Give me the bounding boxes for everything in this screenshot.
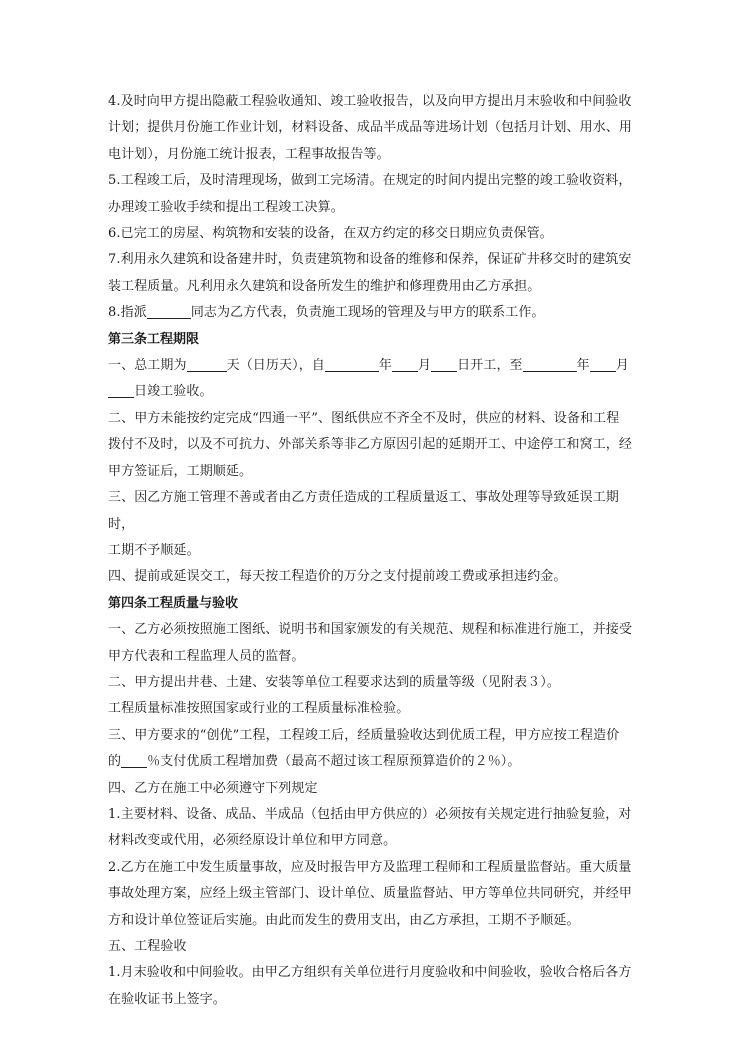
- clause-line: 三、因乙方施工管理不善或者由乙方责任造成的工程质量返工、事故处理等导致延误工期时，: [108, 490, 619, 532]
- fill-blank[interactable]: [590, 357, 616, 372]
- clause-line: 2.乙方在施工中发生质量事故，应及时报告甲方及监理工程师和工程质量监督站。重大质量: [108, 859, 632, 875]
- clause-line: 7.利用永久建筑和设备建井时，负责建筑物和设备的维修和保养，保证矿井移交时的建筑安: [108, 252, 632, 268]
- text-segment: 月: [418, 358, 432, 374]
- fill-blank[interactable]: [392, 357, 418, 372]
- fill-blank[interactable]: [187, 357, 227, 372]
- text-segment: 一、总工期为: [108, 358, 187, 374]
- text-segment: 年: [378, 358, 393, 374]
- clause-line: 四、提前或延误交工，每天按工程造价的万分之支付提前竣工费或承担违约金。: [108, 569, 567, 585]
- text-segment: 同志为乙方代表，负责施工现场的管理及与甲方的联系工作。: [190, 305, 545, 321]
- clause-line: 装工程质量。凡利用永久建筑和设备所发生的维护和修理费用由乙方承担。: [108, 278, 541, 294]
- text-segment: ％支付优质工程增加费（最高不超过该工程原预算造价的２％）。: [147, 754, 521, 770]
- document-page: [108, 89, 644, 1013]
- clause-line: 三、甲方要求的“创优”工程，工程竣工后，经质量验收达到优质工程，甲方应按工程造价: [108, 727, 620, 743]
- clause-line: 6.已完工的房屋、构筑物和安装的设备，在双方约定的移交日期应负责保管。: [108, 226, 553, 242]
- clause-line: 5.工程竣工后，及时清理现场，做到工完场清。在规定的时间内提出完整的竣工验收资料，: [108, 173, 632, 189]
- fill-blank[interactable]: [147, 304, 191, 319]
- clause-line: 4.及时向甲方提出隐蔽工程验收通知、竣工验收报告，以及向甲方提出月末验收和中间验收: [108, 94, 632, 109]
- clause-line: 甲方签证后，工期顺延。: [108, 463, 253, 479]
- clause-line: [108, 300, 644, 326]
- clause-line: 二、甲方提出井巷、土建、安装等单位工程要求达到的质量等级（见附表３）。: [108, 674, 561, 690]
- clause-line: 电计划），月份施工统计报表，工程事故报告等。: [108, 146, 390, 162]
- section-heading: 第四条工程质量与验收: [108, 595, 239, 611]
- clause-line: 四、乙方在施工中必须遵守下列规定: [108, 780, 318, 796]
- clause-line: 一、乙方必须按照施工图纸、说明书和国家颁发的有关规范、规程和标准进行施工，并接受: [108, 622, 633, 638]
- fill-blank[interactable]: [523, 357, 577, 372]
- clause-line: 材料改变或代用，必须经原设计单位和甲方同意。: [108, 833, 397, 849]
- clause-line: [108, 379, 644, 405]
- clause-line: 拨付不及时，以及不可抗力、外部关系等非乙方原因引起的延期开工、中途停工和窝工，经: [108, 437, 633, 453]
- clause-line: 1.月末验收和中间验收。由甲乙方组织有关单位进行月度验收和中间验收，验收合格后各方: [108, 965, 632, 981]
- clause-line: 事故处理方案，应经上级主管部门、设计单位、质量监督站、甲方等单位共同研究，并经甲: [108, 886, 633, 902]
- clause-line: 在验收证书上签字。: [108, 991, 226, 1007]
- text-segment: 年: [576, 358, 590, 374]
- section-heading: 第三条工程期限: [108, 331, 200, 347]
- fill-blank[interactable]: [121, 753, 147, 768]
- text-segment: 月: [615, 358, 629, 374]
- clause-line: 办理竣工验收手续和提出工程竣工决算。: [108, 199, 344, 215]
- clause-line: [108, 749, 644, 775]
- fill-blank[interactable]: [108, 383, 134, 398]
- fill-blank[interactable]: [325, 357, 379, 372]
- clause-line: 工期不予顺延。: [108, 542, 200, 558]
- clause-line: 1.主要材料、设备、成品、半成品（包括由甲方供应的）必须按有关规定进行抽验复验，对: [108, 806, 632, 822]
- clause-line: 计划；提供月份施工作业计划，材料设备、成品半成品等进场计划（包括月计划、用水、用: [108, 120, 633, 136]
- text-segment: 日竣工验收。: [134, 384, 213, 400]
- clause-line: [108, 353, 644, 379]
- clause-line: 方和设计单位签证后实施。由此而发生的费用支出，由乙方承担，工期不予顺延。: [108, 912, 580, 928]
- text-segment: 日开工，至: [457, 358, 523, 374]
- text-segment: 天（日历天），自: [226, 358, 325, 374]
- clause-line: 五、工程验收: [108, 939, 187, 954]
- text-segment: 8.指派: [108, 305, 147, 321]
- clause-line: 二、甲方未能按约定完成“四通一平”、图纸供应不齐全不及时，供应的材料、设备和工程: [108, 410, 620, 426]
- clause-line: 工程质量标准按照国家或行业的工程质量标准检验。: [108, 701, 410, 717]
- text-segment: 的: [108, 754, 122, 770]
- fill-blank[interactable]: [431, 357, 457, 372]
- clause-line: 甲方代表和工程监理人员的监督。: [108, 648, 305, 664]
